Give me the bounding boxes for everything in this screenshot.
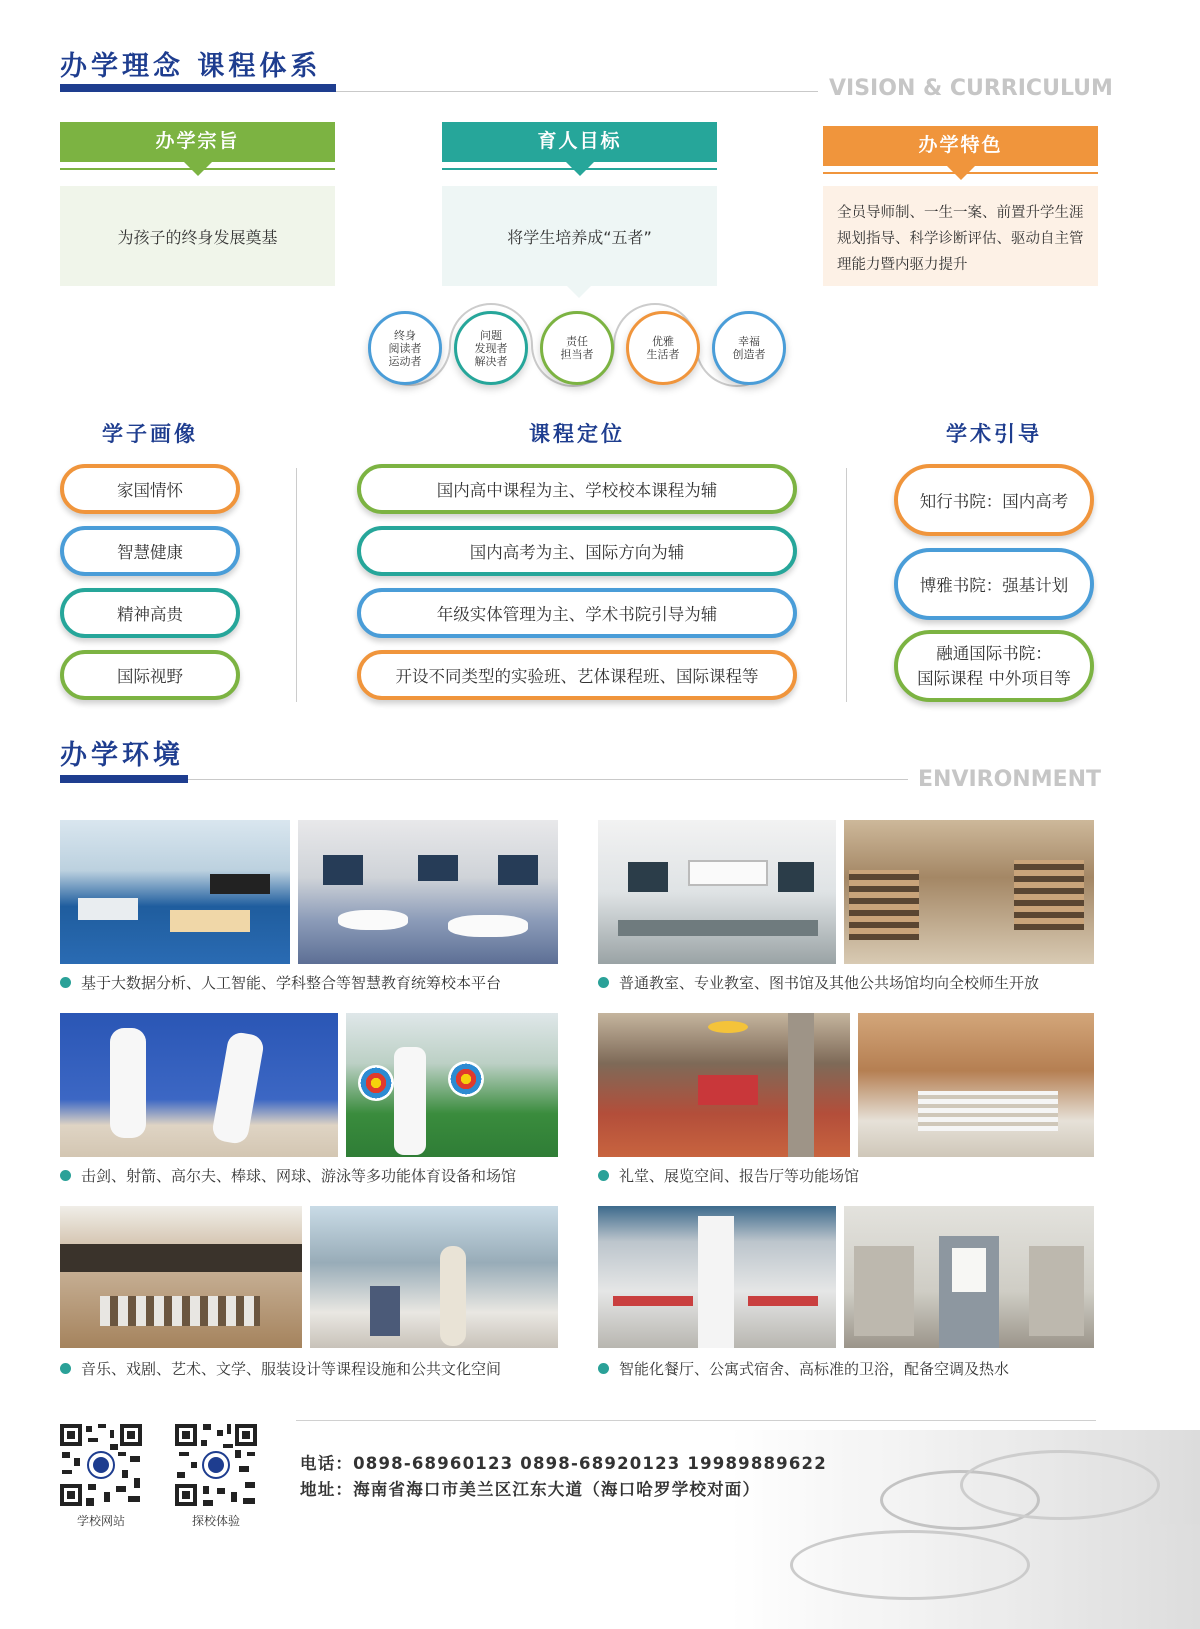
caption-6: 智能化餐厅、公寓式宿舍、高标准的卫浴，配备空调及热水 [598,1358,1009,1379]
goal-pointer [567,286,591,298]
five-trait-circle-5 [712,311,786,385]
positioning-title: 课程定位 [529,422,625,446]
column-divider-right [846,468,847,702]
caption-3: 击剑、射箭、高尔夫、棒球、网球、游泳等多功能体育设备和场馆 [60,1165,516,1186]
five-trait-circle-1 [368,311,442,385]
section2-title-bar [60,775,188,783]
five-trait-circle-4 [626,311,700,385]
footer-divider [296,1420,1096,1421]
portrait-item-3: 精神高贵 [60,588,240,638]
caption-5: 音乐、戏剧、艺术、文学、服装设计等课程设施和公共文化空间 [60,1358,501,1379]
qr-label-visit: 探校体验 [191,1514,240,1528]
bullet-dot [598,1363,609,1374]
goal-header: 育人目标 [442,122,717,162]
positioning-item-1: 国内高中课程为主、学校校本课程为辅 [357,464,797,514]
section-en-title: VISION & CURRICULUM [829,76,1113,101]
purpose-line [60,168,335,170]
portrait-item-2: 智慧健康 [60,526,240,576]
academic-item-3-line1: 融通国际书院： [936,644,1052,663]
caption-1: 基于大数据分析、人工智能、学科整合等智慧教育统筹校本平台 [60,972,501,993]
photo-music-room [60,1206,302,1348]
bullet-dot [60,1363,71,1374]
photo-library [844,820,1094,964]
photo-lecture-hall [858,1013,1094,1157]
academic-item-2: 博雅书院：强基计划 [894,548,1094,620]
five-trait-circle-3 [540,311,614,385]
bullet-dot [60,1170,71,1181]
positioning-item-4: 开设不同类型的实验班、艺体课程班、国际课程等 [357,650,797,700]
photo-fashion-design [310,1206,558,1348]
photo-dormitory [844,1206,1094,1348]
academic-title: 学术引导 [946,422,1042,446]
photo-fencing [60,1013,338,1157]
bullet-dot [598,1170,609,1181]
section-title-vision: 办学理念 课程体系 [60,51,322,82]
academic-item-3 [894,630,1094,702]
contact-address: 地址：海南省海口市美兰区江东大道（海口哈罗学校对面） [300,1480,761,1499]
section-divider [336,91,818,92]
portrait-item-1: 家国情怀 [60,464,240,514]
feature-line [823,172,1098,174]
academic-item-1: 知行书院：国内高考 [894,464,1094,536]
positioning-item-3: 年级实体管理为主、学术书院引导为辅 [357,588,797,638]
photo-smart-classroom [60,820,290,964]
portrait-item-4: 国际视野 [60,650,240,700]
feature-text: 全员导师制、一生一案、前置升学生涯规划指导、科学诊断评估、驱动自主管理能力暨内驱力提升 [823,186,1098,286]
photo-classroom-tables [298,820,558,964]
five-trait-label: 幸福 创造者 [732,335,766,361]
five-trait-label: 终身 阅读者 运动者 [388,328,422,368]
column-divider-left [296,468,297,702]
photo-auditorium-stairs [598,1013,850,1157]
section2-divider [188,779,908,780]
bullet-dot [60,977,71,988]
qr-label-website: 学校网站 [76,1514,125,1528]
section-title-environment: 办学环境 [60,740,184,771]
purpose-text: 为孩子的终身发展奠基 [60,186,335,286]
photo-dining-hall [598,1206,836,1348]
five-trait-label: 优雅 生活者 [646,335,680,361]
section2-en-title: ENVIRONMENT [918,767,1102,792]
five-trait-circle-2 [454,311,528,385]
purpose-header: 办学宗旨 [60,122,335,162]
academic-item-3-line2: 国际课程 中外项目等 [917,669,1071,688]
section-title-bar [60,84,336,92]
goal-text: 将学生培养成“五者” [442,186,717,286]
photo-professional-classroom [598,820,836,964]
five-trait-label: 责任 担当者 [560,335,594,361]
photo-archery [346,1013,558,1157]
feature-header: 办学特色 [823,126,1098,166]
contact-phone: 电话：0898-68960123 0898-68920123 19989889622 [300,1454,827,1473]
caption-2: 普通教室、专业教室、图书馆及其他公共场馆均向全校师生开放 [598,972,1039,993]
qr-code-website[interactable] [58,1422,144,1508]
portrait-title: 学子画像 [102,422,198,446]
caption-4: 礼堂、展览空间、报告厅等功能场馆 [598,1165,859,1186]
positioning-item-2: 国内高考为主、国际方向为辅 [357,526,797,576]
qr-code-visit[interactable] [173,1422,259,1508]
goal-line [442,168,717,170]
bullet-dot [598,977,609,988]
five-trait-label: 问题 发现者 解决者 [474,328,508,368]
